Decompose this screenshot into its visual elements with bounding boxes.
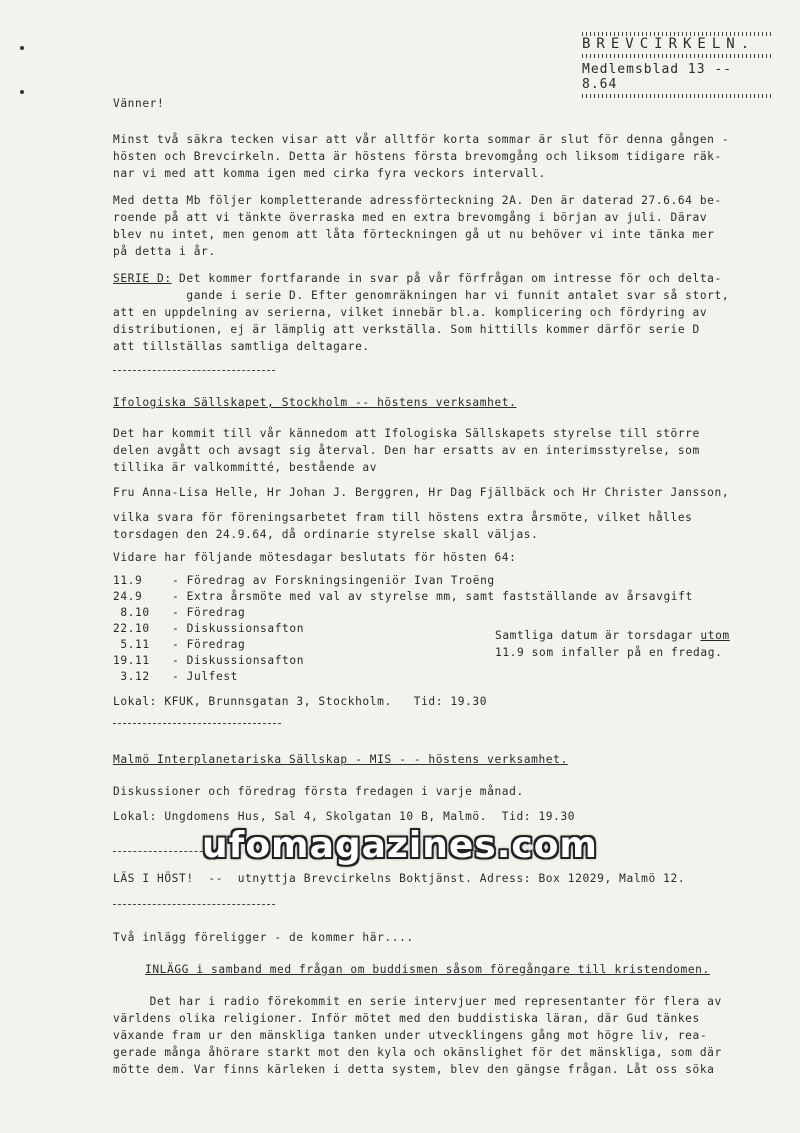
punch-mark	[20, 90, 24, 94]
schedule-text: - Diskussionsafton	[172, 622, 305, 635]
punch-mark	[20, 46, 24, 50]
masthead	[582, 30, 772, 98]
masthead-issue: Medlemsblad 13 -- 8.64	[582, 62, 733, 92]
serie-d-line: gande i serie D. Efter genomräkningen har vi funnit antalet svar så stort,	[113, 289, 730, 302]
ifo-line: Det har kommit till vår kännedom att Ifologiska Sällskapets styrelse till större	[113, 427, 700, 440]
mis-line: Diskussioner och föredrag första fredagen i varje månad.	[113, 785, 524, 798]
inlagg-line: växande fram ur den mänskliga tanken under utvecklingens gång mot högre liv, rea-	[113, 1029, 708, 1042]
mb-line: Med detta Mb följer kompletterande adressförteckning 2A. Den är daterad 27.6.64 be-	[113, 194, 722, 207]
mb-line: roende på att vi tänkte överraska med en extra brevomgång i början av juli. Därav	[113, 211, 708, 224]
mis-heading: Malmö Interplanetariska Sällskap - MIS - - höstens verksamhet.	[113, 753, 568, 766]
dot-rule	[582, 54, 772, 58]
greeting: Vänner!	[113, 97, 165, 110]
serie-d-text: Det kommer fortfarande in svar på vår förfrågan om intresse för och delta-	[171, 272, 722, 285]
serie-d-line: distributionen, ej är lämplig att verkställa. Som hittills kommer därför serie D	[113, 323, 700, 336]
ifo-line: vilka svara för föreningsarbetet fram till höstens extra årsmöte, vilket hålles	[113, 511, 693, 524]
section-divider	[113, 904, 275, 905]
schedule-date: 19.11	[113, 654, 150, 667]
inlagg-line: gerade många åhörare starkt mot den kyla och okänslighet för det mänskliga, som där	[113, 1046, 722, 1059]
watermark-logo: ufomagazines.com	[202, 825, 598, 866]
intro-line: Minst två säkra tecken visar att vår alltför korta sommar är slut för denna gången -	[113, 133, 730, 146]
section-divider	[113, 370, 275, 371]
serie-d-line: att en uppdelning av serierna, vilket innebär bl.a. komplicering och fördyring av	[113, 306, 708, 319]
ifo-members: Fru Anna-Lisa Helle, Hr Johan J. Berggren, Hr Dag Fjällbäck och Hr Christer Jansson,	[113, 486, 730, 499]
ifo-line: delen avgått och avsagt sig återval. Den har ersatts av en interimsstyrelse, som	[113, 444, 700, 457]
schedule-note-line2: 11.9 som infaller på en fredag.	[495, 646, 723, 659]
dot-rule	[582, 94, 772, 98]
ifo-line: torsdagen den 24.9.64, då ordinarie styrelse skall väljas.	[113, 528, 539, 541]
mb-line: på detta i år.	[113, 245, 216, 258]
serie-d-label: SERIE D:	[113, 272, 172, 285]
schedule-text: - Julfest	[172, 670, 239, 683]
mb-line: blev nu intet, men genom att låta förteckningen gå ut nu behöver vi inte tänka mer	[113, 228, 715, 241]
inlagg-heading: INLÄGG i samband med frågan om buddismen såsom föregångare till kristendomen.	[145, 963, 710, 976]
boktjanst-line: LÄS I HÖST! -- utnyttja Brevcirkelns Boktjänst. Adress: Box 12029, Malmö 12.	[113, 872, 686, 885]
ifo-heading: Ifologiska Sällskapet, Stockholm -- höstens verksamhet.	[113, 396, 517, 409]
mis-lokal: Lokal: Ungdomens Hus, Sal 4, Skolgatan 10 B, Malmö. Tid: 19.30	[113, 810, 576, 823]
inlagg-line: Det har i radio förekommit en serie intervjuer med representanter för flera av	[113, 995, 722, 1008]
schedule-date: 5.11	[113, 638, 150, 651]
schedule-text: - Föredrag	[172, 638, 246, 651]
serie-d-line: att tillställas samtliga deltagare.	[113, 340, 370, 353]
schedule-note-text: Samtliga datum är torsdagar	[495, 629, 701, 642]
inlagg-line: mötte dem. Var finns kärleken i detta system, blev den gängse frågan. Låt oss söka	[113, 1063, 715, 1076]
ifo-line: tillika är valkommitté, bestående av	[113, 461, 378, 474]
schedule-text: - Diskussionsafton	[172, 654, 305, 667]
schedule-text: - Extra årsmöte med val av styrelse mm, samt fastställande av årsavgift	[172, 590, 693, 603]
schedule-date: 11.9	[113, 574, 143, 587]
schedule-text: - Föredrag av Forskningsingeniör Ivan Troëng	[172, 574, 495, 587]
schedule-date: 3.12	[113, 670, 150, 683]
inlagg-line: världens olika religioner. Inför mötet med den buddistiska läran, där Gud tänkes	[113, 1012, 700, 1025]
schedule-intro: Vidare har följande mötesdagar beslutats för hösten 64:	[113, 551, 517, 564]
section-divider	[113, 723, 281, 724]
inlagg-intro: Två inlägg föreligger - de kommer här....	[113, 931, 414, 944]
schedule-note	[495, 627, 730, 644]
intro-line: nar vi med att komma igen med cirka fyra veckors intervall.	[113, 167, 546, 180]
schedule-date: 8.10	[113, 606, 150, 619]
ifo-lokal: Lokal: KFUK, Brunnsgatan 3, Stockholm. Tid: 19.30	[113, 695, 488, 708]
schedule-date: 24.9	[113, 590, 143, 603]
schedule-note-emphasis: utom	[700, 629, 730, 642]
serie-d-first-line	[113, 270, 722, 287]
intro-line: hösten och Brevcirkeln. Detta är höstens första brevomgång och liksom tidigare räk-	[113, 150, 722, 163]
schedule-text: - Föredrag	[172, 606, 246, 619]
masthead-title: BREVCIRKELN.	[582, 36, 756, 52]
schedule-date: 22.10	[113, 622, 150, 635]
